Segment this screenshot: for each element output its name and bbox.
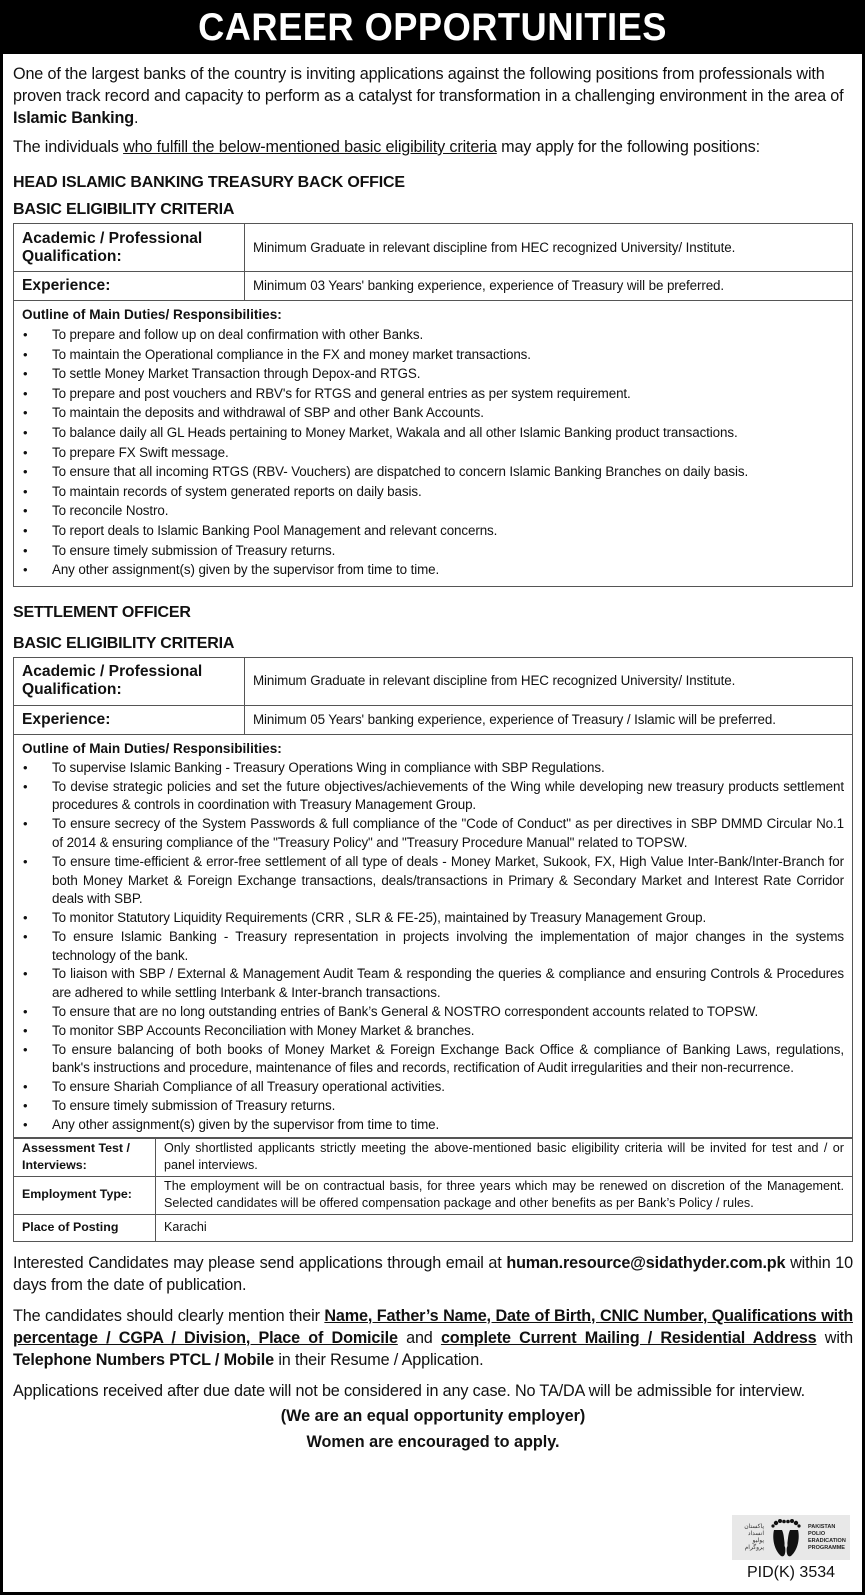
qualification-label: Academic / Professional Qualification:	[14, 657, 245, 705]
list-item: • To ensure that all incoming RTGS (RBV- Vouchers) are dispatched to concern Islamic Banking Branches on daily basis.	[22, 462, 844, 482]
list-item: • Any other assignment(s) given by the supervisor from time to time.	[22, 560, 844, 580]
terms-table	[13, 1138, 853, 1242]
table-row	[14, 657, 853, 705]
islamic-banking-bold: Islamic Banking	[13, 109, 134, 127]
table-row	[14, 301, 853, 587]
place-of-posting-value: Karachi	[156, 1214, 853, 1241]
table-row	[14, 272, 853, 301]
duties-cell	[14, 734, 853, 1137]
list-item: • To balance daily all GL Heads pertaining to Money Market, Wakala and all other Islamic Banking product transactions.	[22, 423, 844, 443]
polio-eradication-badge	[732, 1515, 850, 1584]
criteria-heading-2: BASIC ELIGIBILITY CRITERIA	[13, 634, 235, 652]
list-item: • To monitor Statutory Liquidity Requirements (CRR , SLR & FE-25), maintained by Treasury Management Group.	[22, 909, 844, 928]
list-item: • To prepare FX Swift message.	[22, 443, 844, 463]
table-row	[14, 705, 853, 734]
equal-opportunity-note: (We are an equal opportunity employer)	[280, 1406, 586, 1425]
criteria-table-2	[13, 657, 853, 1138]
list-item: • To liaison with SBP / External & Management Audit Team & responding the queries & compliance and ensuring Controls & Procedures are adhered to while settling Interbank & Inter-branch transactions.	[22, 965, 844, 1003]
list-item: • To prepare and follow up on deal confirmation with other Banks.	[22, 325, 844, 345]
polio-english-text: PAKISTAN POLIO ERADICATION PROGRAMME	[808, 1523, 846, 1551]
list-item: • To ensure secrecy of the System Passwords & full compliance of the "Code of Conduct" as per directives in SBP DMMD Circular No.1 of 2014 & ensuring compliance of the "Treasury Policy" and "Treasury Procedure Manual" related to TOPSW.	[22, 815, 844, 853]
table-row	[14, 734, 853, 1137]
list-item: • To supervise Islamic Banking - Treasury Operations Wing in compliance with SBP Regulations.	[22, 759, 844, 778]
list-item: • To ensure Islamic Banking - Treasury representation in projects involving the implementation of major changes in the systems technology of the bank.	[22, 928, 844, 966]
assessment-label: Assessment Test / Interviews:	[14, 1138, 156, 1176]
publication-id: PID(K) 3534	[746, 1564, 836, 1581]
list-item: • To maintain the Operational compliance in the FX and money market transactions.	[22, 345, 844, 365]
list-item: • To ensure Shariah Compliance of all Treasury operational activities.	[22, 1078, 844, 1097]
page-title: CAREER OPPORTUNITIES	[33, 0, 832, 54]
list-item: • Any other assignment(s) given by the supervisor from time to time.	[22, 1116, 844, 1135]
eligibility-intro: The individuals who fulfill the below-mentioned basic eligibility criteria may apply for the following positions:	[13, 138, 760, 156]
list-item: • To devise strategic policies and set the future objectives/achievements of the Wing while developing new treasury products settlement procedures & controls in coordination with Treasury Management Group.	[22, 778, 844, 816]
apply-instructions: Interested Candidates may please send applications through email at human.resource@sidathyder.com.pk within 10 days from the date of publication.	[13, 1253, 854, 1294]
list-item: • To ensure that are no long outstanding entries of Bank’s General & NOSTRO correspondent accounts related to TOPSW.	[22, 1003, 844, 1022]
list-item: • To settle Money Market Transaction through Depox-and RTGS.	[22, 364, 844, 384]
footprints-icon	[768, 1518, 804, 1558]
experience-value: Minimum 05 Years' banking experience, experience of Treasury / Islamic will be preferred.	[245, 705, 853, 734]
list-item: • To report deals to Islamic Banking Pool Management and relevant concerns.	[22, 521, 844, 541]
assessment-value: Only shortlisted applicants strictly meeting the above-mentioned basic eligibility criteria will be invited for test and / or panel interviews.	[156, 1138, 853, 1176]
duties-cell	[14, 301, 853, 587]
list-item: • To maintain the deposits and withdrawal of SBP and other Bank Accounts.	[22, 403, 844, 423]
due-date-notice: Applications received after due date will not be considered in any case. No TA/DA will be admissible for interview.	[13, 1381, 805, 1400]
duties-list-1	[22, 325, 844, 580]
position-title-2: SETTLEMENT OFFICER	[13, 603, 191, 621]
list-item: • To ensure timely submission of Treasury returns.	[22, 541, 844, 561]
required-details: The candidates should clearly mention their Name, Father’s Name, Date of Birth, CNIC Number, Qualifications with percentage / CGPA / Division, Place of Domicile and complete Current Mailing / Residential Address with Telephone Numbers PTCL / Mobile in their Resume / Application.	[13, 1306, 853, 1369]
duties-list-2	[22, 759, 844, 1135]
qualification-label: Academic / Professional Qualification:	[14, 224, 245, 272]
intro-paragraph: One of the largest banks of the country is inviting applications against the following positions from professionals with proven track record and capacity to perform as a catalyst for transformation in a challenging environment in the area of Islamic Banking.	[13, 65, 844, 127]
list-item: • To prepare and post vouchers and RBV's for RTGS and general entries as per system requirement.	[22, 384, 844, 404]
list-item: • To maintain records of system generated reports on daily basis.	[22, 482, 844, 502]
women-encouraged-note: Women are encouraged to apply.	[306, 1432, 560, 1451]
table-row	[14, 1176, 853, 1214]
experience-value: Minimum 03 Years' banking experience, experience of Treasury will be preferred.	[245, 272, 853, 301]
criteria-table-1	[13, 223, 853, 587]
duties-title: Outline of Main Duties/ Responsibilities:	[22, 740, 282, 756]
email-address[interactable]: human.resource@sidathyder.com.pk	[506, 1253, 786, 1272]
table-row	[14, 1138, 853, 1176]
position-title-1: HEAD ISLAMIC BANKING TREASURY BACK OFFICE	[13, 174, 405, 191]
employment-type-value: The employment will be on contractual basis, for three years which may be renewed on discretion of the Management. Selected candidates will be offered compensation package and other benefits as per Bank’s Policy / rules.	[156, 1176, 853, 1214]
list-item: • To ensure time-efficient & error-free settlement of all type of deals - Money Market, Sukook, FX, High Value Inter-Bank/Inter-Branch for both Money Market & Foreign Exchange transactions, deals/transactions in Primary & Secondary Market and Interest Rate Corridor deals with SBP.	[22, 853, 844, 909]
place-of-posting-label: Place of Posting	[14, 1214, 156, 1241]
experience-label: Experience:	[14, 705, 245, 734]
polio-logo	[732, 1515, 850, 1560]
duties-title: Outline of Main Duties/ Responsibilities:	[22, 307, 282, 322]
qualification-value: Minimum Graduate in relevant discipline from HEC recognized University/ Institute.	[245, 224, 853, 272]
table-row	[14, 224, 853, 272]
header-banner	[3, 0, 862, 54]
qualification-value: Minimum Graduate in relevant discipline from HEC recognized University/ Institute.	[245, 657, 853, 705]
criteria-heading-1: BASIC ELIGIBILITY CRITERIA	[13, 201, 235, 218]
employment-type-label: Employment Type:	[14, 1176, 156, 1214]
table-row	[14, 1214, 853, 1241]
list-item: • To monitor SBP Accounts Reconciliation with Money Market & branches.	[22, 1022, 844, 1041]
list-item: • To reconcile Nostro.	[22, 501, 844, 521]
list-item: • To ensure timely submission of Treasury returns.	[22, 1097, 844, 1116]
experience-label: Experience:	[14, 272, 245, 301]
polio-urdu-text: پاکستان انسداد پولیو پروگرام	[744, 1523, 764, 1551]
list-item: • To ensure balancing of both books of Money Market & Foreign Exchange Back Office & compliance of Banking Laws, regulations, bank's instructions and procedure, maintenance of files and records, rectification of Audit irregularities and their non-recurrence.	[22, 1041, 844, 1079]
